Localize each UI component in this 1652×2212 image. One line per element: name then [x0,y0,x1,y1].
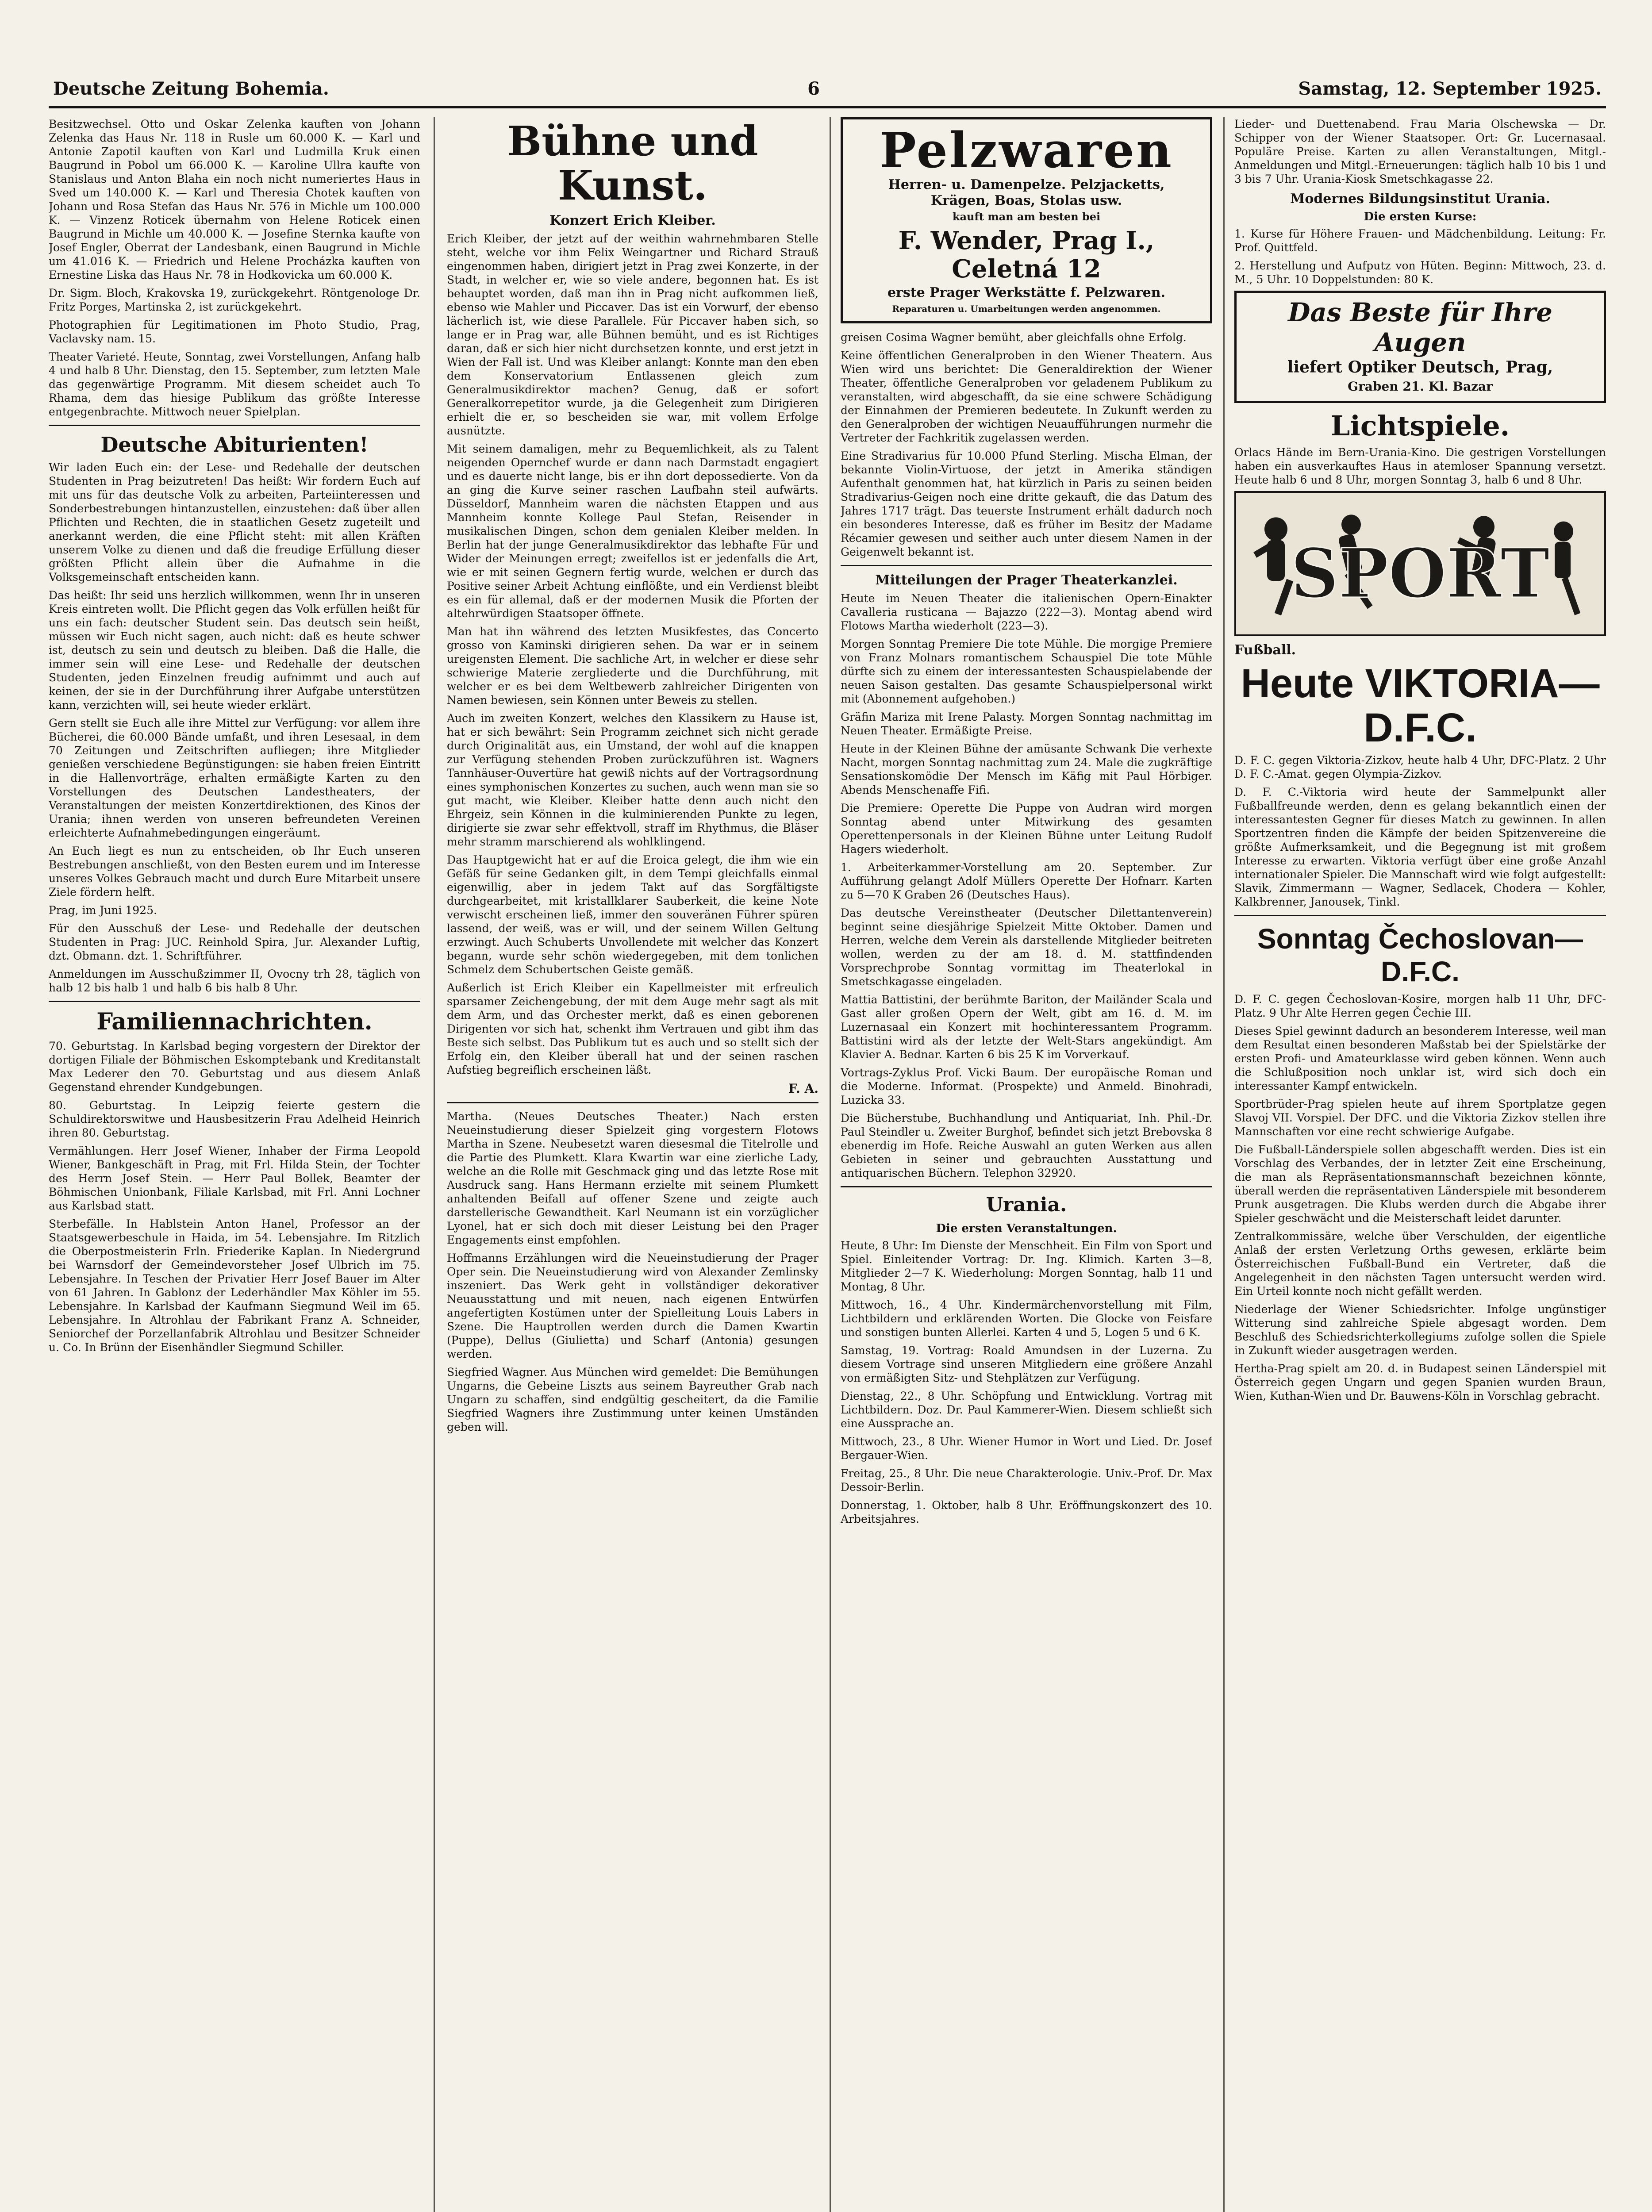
urania-event-3: Samstag, 19. Vortrag: Roald Amundsen in der Luzerna. Zu diesem Vortrage sind unseren Mitgliedern eine größere Anzahl von ermäßigten Sitz- und Stehplätzen zur Verfügung. [841,1344,1212,1384]
subheading-konzert-kleiber: Konzert Erich Kleiber. [549,213,716,228]
section-rule [447,1102,818,1103]
section-rule [49,1001,420,1002]
urania-event-4: Dienstag, 22., 8 Uhr. Schöpfung und Entwicklung. Vortrag mit Lichtbildern. Doz. Dr. Paul Kammerer-Wien. Diesem schließt sich eine Aussprache an. [841,1390,1212,1430]
review-signature: F. A. [788,1081,818,1096]
heading-abiturienten: Deutsche Abiturienten! [100,433,369,457]
urania-event-7: Donnerstag, 1. Oktober, halb 8 Uhr. Eröffnungskonzert des 10. Arbeitsjahres. [841,1499,1212,1525]
article-abiturienten-date: Prag, im Juni 1925. [49,904,157,917]
paper-name: Deutsche Zeitung Bohemia. [53,78,329,99]
advert-pelzwaren [841,117,1212,323]
notice-generalproben: Keine öffentlichen Generalproben in den Wiener Theatern. Aus Wien wird uns berichtet: Die Generaldirektion der Wiener Theater, öffentliche Generalproben vor geladenem Publikum zu veranstalten, wird abgeschafft, da sie eine schwere Schädigung der Einnahmen der Premieren bedeutete. In Zukunft werden zu den Generalproben der wichtigen Neuaufführungen nurmehr die Vertreter der Fachkritik zugelassen werden. [841,349,1212,444]
theater-note-2: Morgen Sonntag Premiere Die tote Mühle. Die morgige Premiere von Franz Molnars romantischem Schauspiel Die tote Mühle dürfte sich zu einem der interessantesten Schauspielabende der neuen Saison gestalten. Das gesamte Schauspielpersonal wirkt mit (Abonnement aufgehoben.) [841,637,1212,705]
theater-note-9: Vortrags-Zyklus Prof. Vicki Baum. Der europäische Roman und die Moderne. Informat. (Prospekte) und Anmeld. Binohradi, Luzicka 33. [841,1066,1212,1106]
article-abiturienten-p1: Wir laden Euch ein: der Lese- und Redehalle der deutschen Studenten in Prag beizutreten! Das heißt: Wir fordern Euch auf mit uns für das deutsche Volk zu arbeiten, Parteiinteressen und Sonderbestrebungen hintanzustellen, einzustehen: daß über allen Pflichten und Rechten, die in staatlichen Gesetz zugeteilt und anerkannt werden, die eine Pflicht steht: mit allen Kräften unserem Volke zu dienen und daß die freudige Erfüllung dieser größten Pflicht allein über die Aufnahme in die Volksgemeinschaft entscheiden kann. [49,461,420,584]
article-abiturienten-p3: Gern stellt sie Euch alle ihre Mittel zur Verfügung: vor allem ihre Bücherei, die 60.000 Bände umfaßt, und ihren Lesesaal, in dem 70 Zeitungen und Zeitschriften aufliegen; ihre Mitglieder genießen verschiedene Begünstigungen: sie haben freien Eintritt in die Hallenvorträge, erhalten ermäßigte Karten zu den Vorstellungen des Deutschen Landestheaters, der Veranstaltungen der meisten Konzertdirektionen, des Kinos der Urania; ihnen werden von unseren befreundeten Vereinen erleichterte Aufnahmebedingungen eingeräumt. [49,717,420,839]
sport-note-4: Niederlage der Wiener Schiedsrichter. Infolge ungünstiger Witterung sind zahlreiche Spiele abgesagt worden. Dem Beschluß des Schiedsrichterkollegiums zufolge sollen die Spiele in Zukunft wieder ausgetragen werden. [1234,1303,1606,1357]
heading-lichtspiele: Lichtspiele. [1330,410,1510,442]
sport-match-2: D. F. C. gegen Čechoslovan-Kosire, morgen halb 11 Uhr, DFC-Platz. 9 Uhr Alte Herren gegen Čechie III. [1234,993,1606,1019]
theater-note-1: Heute im Neuen Theater die italienischen Opern-Einakter Cavalleria rusticana — Bajazzo (222—3). Montag abend wird Flotows Martha wiederholt (223—3). [841,592,1212,632]
advert-optiker-line: liefert Optiker Deutsch, Prag, [1287,358,1553,376]
review-kleiber-p3: Man hat ihn während des letzten Musikfestes, das Concerto grosso von Kaminski dirigieren sehen. Da war er in seinem ureigensten Element. Die sachliche Art, in welcher er diese sehr schwierige Materie zergliederte und die Durchführung, mit welcher er es bei dem Weltbewerb zahlreicher Dirigenten von Namen bewiesen, sein Können unter Beweis zu stellen. [447,625,818,707]
section-rule [1234,915,1606,916]
sport-note-2: Die Fußball-Länderspiele sollen abgeschafft werden. Dies ist ein Vorschlag des Verbandes, der in letzter Zeit eine Erscheinung, die man als Repräsentationsmannschaft bezeichnen könnte, überall werden die repräsentativen Länderspiele mit besonderem Prunk ausgetragen. Die Klubs werden durch die Abgabe ihrer Spieler geschwächt und die Meisterschaft leidet darunter. [1234,1143,1606,1225]
heading-bildungsinstitut: Modernes Bildungsinstitut Urania. [1290,191,1550,207]
heading-urania: Urania. [986,1194,1067,1216]
article-abiturienten-p4: An Euch liegt es nun zu entscheiden, ob Ihr Euch unseren Bestrebungen anschließt, von den Besten eurem und im Interesse unseres Volkes Gebrauch macht und durch Eure Mitarbeit unsere Ziele fördern helft. [49,845,420,899]
notice-besitzwechsel: Besitzwechsel. Otto und Oskar Zelenka kauften von Johann Zelenka das Haus Nr. 118 in Rusle um 60.000 K. — Karl und Antonie Zapotil kauften von Karl und Ludmilla Kruk einen Baugrund in Pobol um 66.000 K. — Karoline Ullra kaufte von Stanislaus und Anton Blaha ein noch nicht numeriertes Haus in Sved um 140.000 K. — Karl und Theresia Chotek kauften von Johann und Rosa Stefan das Haus Nr. 576 in Michle um 100.000 K. — Vinzenz Roticek übernahm von Helene Roticek einen Baugrund in Michle um 40.000 K. — Josefine Sternka kaufte von Josef Engler, Oberrat der Landesbank, einen Baugrund in Michle um 41.016 K. — Friedrich und Helene Procházka kauften von Ernestine Liska das Haus Nr. 78 in Hodkovicka um 60.000 K. [49,118,420,281]
column-rule [830,117,831,2212]
course-1: 1. Kurse für Höhere Frauen- und Mädchenbildung. Leitung: Fr. Prof. Quittfeld. [1234,227,1606,254]
notice-photo: Photographien für Legitimationen im Photo Studio, Prag, Vaclavsky nam. 15. [49,319,420,345]
column-1 [49,117,420,2212]
column-2 [447,117,818,2212]
notice-buecherstube: Die Bücherstube, Buchhandlung und Antiquariat, Inh. Phil.-Dr. Paul Steindler u. Zweiter Burghof, befindet sich jetzt Brebovska 8 ebenerdig im Hofe. Reiche Auswahl an guten Werken aus allen Gebieten in seiner und gebrauchten Ausstattung und antiquarischen Büchern. Telephon 32920. [841,1112,1212,1179]
review-kleiber-p5: Das Hauptgewicht hat er auf die Eroica gelegt, die ihm wie ein Gefäß für seine Gedanken gilt, in dem Tempi gleichfalls einmal eigenwillig, aber in jedem Takt auf das Sorgfältigste durchgearbeitet, mit kristallklarer Sauberkeit, die keine Note verwischt erscheinen ließ, immer den souveränen Führer spüren lassend, der weiß, was er will, und der seinem Willen Geltung erzwingt. Auch Schuberts Unvollendete mit welcher das Konzert begann, wurde sehr schön wiedergegeben, mit dem tonlichen Schmelz dem Schubertschen Geiste gemäß. [447,853,818,976]
theater-note-4: Heute in der Kleinen Bühne der amüsante Schwank Die verhexte Nacht, morgen Sonntag nachmittag zum 24. Male die zugkräftige Sensationskomödie Der Mensch im Käfig mit Paul Hörbiger. Abends Menschenaffe Fifi. [841,742,1212,796]
urania-event-2: Mittwoch, 16., 4 Uhr. Kindermärchenvorstellung mit Film, Lichtbildern und erklärenden Worten. Die Glocke von Feisfare und sonstigen bunten Allerlei. Karten 4 und 5, Logen 5 und 6 K. [841,1298,1212,1339]
advert-line: kauft man am besten bei [952,210,1101,223]
sport-note-3: Zentralkommissäre, welche über Verschulden, der eigentliche Anlaß der ersten Verletzung Orths gewesen, erklärte beim Österreichischen Fußball-Bund ein Vertreter, daß die Angelegenheit in den nächsten Tagen untersucht werden wird. Ein Urteil konnte noch nicht gefällt werden. [1234,1230,1606,1298]
advert-optiker [1234,291,1606,403]
advert-optiker-line: Graben 21. Kl. Bazar [1348,379,1493,394]
notice-cosima: greisen Cosima Wagner bemüht, aber gleichfalls ohne Erfolg. [841,331,1187,344]
urania-continued: Lieder- und Duettenabend. Frau Maria Olschewska — Dr. Schipper von der Wiener Staatsoper. Ort: Gr. Lucernasaal. Populäre Preise. Karten zu allen Veranstaltungen, Mitgl.-Anmeldungen und Mitgl.-Erneuerungen: täglich halb 10 bis 1 und 3 bis 7 Uhr. Urania-Kiosk Smetschkagasse 22. [1234,118,1606,185]
advert-pelzwaren-title: Pelzwaren [880,122,1173,179]
subheading-kurse: Die ersten Kurse: [1364,210,1477,223]
section-rule [49,425,420,426]
family-weddings: Vermählungen. Herr Josef Wiener, Inhaber der Firma Leopold Wiener, Bankgeschäft in Prag, mit Frl. Hilda Stein, der Tochter des Herrn Josef Stein. — Herr Paul Bollek, Beamter der Böhmischen Unionbank, Filiale Karlsbad, mit Frl. Anni Lochner aus Karlsbad statt. [49,1144,420,1212]
theater-note-8: Mattia Battistini, der berühmte Bariton, der Mailänder Scala und Gast aller großen Opern der Welt, gibt am 16. d. M. im Luzernasaal ein Konzert mit hochinteressantem Programm. Battistini wird als der letzte der Welt-Stars angekündigt. Am Klavier A. Bednar. Karten 6 bis 25 K im Vorverkauf. [841,993,1212,1061]
theater-note-3: Gräfin Mariza mit Irene Palasty. Morgen Sonntag nachmittag im Neuen Theater. Ermäßigte Preise. [841,710,1212,737]
family-birthday-80: 80. Geburtstag. In Leipzig feierte gestern die Schuldirektorswitwe und Hausbesitzerin Frau Adelheid Heinrich ihren 80. Geburtstag. [49,1099,420,1139]
column-4 [1234,117,1606,2212]
review-kleiber-p2: Mit seinem damaligen, mehr zu Bequemlichkeit, als zu Talent neigenden Opernchef wurde er dann nach Darmstadt engagiert und es dauerte nicht lange, bis er ihn dort depossedierte. Von da an ging die Kurve seiner raschen Laufbahn steil aufwärts. Düsseldorf, Mannheim waren die nächsten Etappen und aus Mannheim konnte Kollege Paul Stefan, Reisender in musikalischen Dingen, schon dem genialen Kleiber melden. In Berlin hat der junge Generalmusikdirektor das lebhafte Für und Wider der Meinungen erregt; zweifellos ist er jedenfalls die Art, wie er mit seinen Gegnern fertig wurde, welchen er durch das Positive seiner Arbeit Achtung einflößte, und ein Verdienst bleibt es ein für allemal, daß er der modernen Musik die Pforten der altehrwürdigen Staatsoper öffnete. [447,442,818,620]
issue-date: Samstag, 12. September 1925. [1298,78,1602,99]
section-rule [841,565,1212,566]
advert-line: Krägen, Boas, Stolas usw. [930,193,1122,208]
heading-buehne-und-kunst: Bühne und Kunst. [507,117,758,209]
column-rule [1223,117,1225,2212]
theater-note-5: Die Premiere: Operette Die Puppe von Audran wird morgen Sonntag abend unter Mitwirkung des gesamten Operettenpersonals in der Kleinen Bühne unter Leitung Rudolf Hagers wiederholt. [841,802,1212,856]
advert-line: Herren- u. Damenpelze. Pelzjacketts, [888,177,1165,192]
heading-familiennachrichten: Familiennachrichten. [96,1008,373,1035]
advert-line: erste Prager Werkstätte f. Pelzwaren. [887,285,1166,300]
sport-banner [1234,491,1606,636]
section-rule [841,1186,1212,1187]
theater-note-7: Das deutsche Vereinstheater (Deutscher Dilettantenverein) beginnt seine diesjährige Spielzeit Mitte Oktober. Damen und Herren, welche dem Verein als darstellende Mitglieder beitreten wollen, werden zu der am 18. d. M. stattfindenden Vorsprechprobe Sonntag vormittag im Theaterlokal in Smetschkagasse eingeladen. [841,906,1212,988]
advert-line: Reparaturen u. Umarbeitungen werden angenommen. [892,303,1161,314]
headline-heute-viktoria: Heute VIKTORIA—D.F.C. [1241,661,1600,750]
review-martha: Martha. (Neues Deutsches Theater.) Nach ersten Neueinstudierung dieser Spielzeit ging vorgestern Flotows Martha in Szene. Neubesetzt waren diesesmal die Titelrolle und die Partie des Plumkett. Klara Kwartin war eine zierliche Lady, welche an die Rolle mit Geschmack ging und das letzte Rose mit Ausdruck sang. Hans Hermann erzielte mit seinem Plumkett anhaltenden Beifall auf offener Szene und zeigte auch darstellerische Gewandtheit. Karl Neumann ist ein vorzüglicher Lyonel, hat er sich doch mit dieser Leistung bei den Prager Engagements einst empfohlen. [447,1110,818,1246]
urania-event-6: Freitag, 25., 8 Uhr. Die neue Charakterologie. Univ.-Prof. Dr. Max Dessoir-Berlin. [841,1467,1212,1494]
article-abiturienten-p2: Das heißt: Ihr seid uns herzlich willkommen, wenn Ihr in unseren Kreis eintreten wollt. Die Pflicht gegen das Volk erfüllen heißt für uns ein fach: deutscher Student sein. Das deutsch sein heißt, müssen wir Euch nicht sagen, auch nicht: daß es heute schwer ist, deutsch zu sein und deutsch zu bleiben. Daß die Halle, die immer sein will eine Lese- und Redehalle der deutschen Studenten, jeden Einzelnen freudig aufnimmt und auch auf keinen, der sie in der Durchführung ihrer Aufgabe unterstützen kann, verzichten will, sei heute wieder erklärt. [49,589,420,711]
review-kleiber-p1: Erich Kleiber, der jetzt auf der weithin wahrnehmbaren Stelle steht, welche vor ihm Felix Weingartner und Richard Strauß eingenommen haben, dirigiert jetzt in Prag zwei Konzerte, in der Stadt, in welcher er, wie so viele andere, begonnen hat. Es ist behauptet worden, daß man ihn in Prag nicht aufkommen ließ, ebenso wie Mahler und Piccaver. Das ist ein Vorwurf, der ebenso lächerlich ist, wie diese Parallele. Für Piccaver haben sich, so lange er in Prag war, alle Bühnen bemüht, und es ist Richtiges daran, daß er sich hier nicht durchsetzen konnte, und erst jetzt in Wien der Fall ist. Und was Kleiber anlangt: Konnte man den eben dem Konservatorium Entlassenen gleich zum Generalmusikdirektor machen? Genug, daß er sofort Generalkorrepetitor wurde, ja die Gelegenheit zum Dirigieren erhielt die er, so bescheiden sie war, mit vollem Erfolge ausnützte. [447,232,818,437]
header-rule [49,106,1606,108]
sport-match-1: D. F. C. gegen Viktoria-Zizkov, heute halb 4 Uhr, DFC-Platz. 2 Uhr D. F. C.-Amat. gegen Olympia-Zizkov. [1234,754,1606,780]
column-3 [841,117,1212,2212]
sport-match-2-report: Dieses Spiel gewinnt dadurch an besonderem Interesse, weil man dem Resultat einen besonderen Maßstab bei der Spielstärke der ersten Profi- und Amateurklasse wird geben können. Wenn auch die Schlußposition noch unklar ist, wird sich doch ein interessanter Kampf entwickeln. [1234,1025,1606,1092]
headline-sonntag-cechoslovan: Sonntag Čechoslovan—D.F.C. [1257,923,1583,987]
sport-match-1-report: D. F. C.-Viktoria wird heute der Sammelpunkt aller Fußballfreunde werden, denn es gelang bekanntlich einen der interessantesten Gegner für dieses Match zu gewinnen. In allen Sportzentren finden die Kämpfe der beiden Spitzenvereine die größte Aufmerksamkeit, und die Begegnung ist mit großem Interesse zu erwarten. Viktoria verfügt über eine große Anzahl internationaler Spieler. Die Mannschaft wird wie folgt aufgestellt: Slavik, Zimmermann — Wagner, Sedlacek, Chodera — Kohler, Kalkbrenner, Janousek, Tinkl. [1234,786,1606,908]
notice-stradivarius: Eine Stradivarius für 10.000 Pfund Sterling. Mischa Elman, der bekannte Violin-Virtuose, der jetzt in Amerika ständigen Aufenthalt genommen hat, hat kürzlich in Paris zu seinen beiden Stradivarius-Geigen noch eine dritte gekauft, die das Datum des Jahres 1717 trägt. Das teuerste Instrument erhält dadurch noch ein besonderes Interesse, daß es früher im Besitz der Madame Récamier gewesen und seither auch unter diesem Namen in der Geigenwelt bekannt ist. [841,449,1212,558]
article-abiturienten-note: Anmeldungen im Ausschußzimmer II, Ovocny trh 28, täglich von halb 12 bis halb 1 und halb 6 bis halb 8 Uhr. [49,968,420,994]
course-2: 2. Herstellung und Aufputz von Hüten. Beginn: Mittwoch, 23. d. M., 5 Uhr. 10 Doppelstunden: 80 K. [1234,259,1606,286]
page-number: 6 [807,78,820,99]
review-kleiber-p6: Außerlich ist Erich Kleiber ein Kapellmeister mit erfreulich sparsamer Zeichengebung, der mit dem Auge mehr sagt als mit dem Arm, und das Orchester merkt, daß es einen geborenen Dirigenten vor sich hat, schenkt ihm Vertrauen und gibt ihm das Beste sich selbst. Das Publikum tut es auch und so stellt sich der Erfolg ein, den Kleiber überall hat und der seinen raschen Aufstieg begreiflich erscheinen läßt. [447,981,818,1076]
urania-event-1: Heute, 8 Uhr: Im Dienste der Menschheit. Ein Film von Sport und Spiel. Einleitender Vortrag: Dr. Ing. Klimich. Karten 3—8, Mitglieder 2—7 K. Wiederholung: Morgen Sonntag, halb 11 und Montag, 8 Uhr. [841,1239,1212,1293]
sport-note-5: Hertha-Prag spielt am 20. d. in Budapest seinen Länderspiel mit Österreich gegen Ungarn und gegen Spanien wurden Braun, Wien, Kuthan-Wien und Dr. Bauwens-Köln in Vorschlag gebracht. [1234,1362,1606,1402]
heading-theaterkanzlei: Mitteilungen der Prager Theaterkanzlei. [875,572,1178,588]
subheading-urania: Die ersten Veranstaltungen. [936,1222,1117,1235]
notice-doctors: Dr. Sigm. Bloch, Krakovska 19, zurückgekehrt. Röntgenologe Dr. Fritz Porges, Martinska 2, ist zurückgekehrt. [49,287,420,313]
sport-banner-art [1236,493,1604,634]
article-abiturienten-sig: Für den Ausschuß der Lese- und Redehalle der deutschen Studenten in Prag: JUC. Reinhold Spira, Jur. Alexander Luftig, dzt. Obmann. dzt. 1. Schriftführer. [49,922,420,962]
advert-optiker-head: Das Beste für Ihre Augen [1288,297,1552,357]
notice-hoffmann: Hoffmanns Erzählungen wird die Neueinstudierung der Prager Oper sein. Die Neueinstudierung wird von Alexander Zemlinsky inszeniert. Das Werk geht in vollständiger dekorativer Neuausstattung und mit neuen, nach eigenen Entwürfen angefertigten Kostümen unter der Spielleitung Louis Labers in Szene. Die Hauptrollen werden durch die Damen Kwartin (Puppe), Dellus (Giulietta) und Scharf (Antonia) gesungen werden. [447,1252,818,1360]
urania-event-5: Mittwoch, 23., 8 Uhr. Wiener Humor in Wort und Lied. Dr. Josef Bergauer-Wien. [841,1435,1212,1462]
notice-variete: Theater Varieté. Heute, Sonntag, zwei Vorstellungen, Anfang halb 4 und halb 8 Uhr. Dienstag, den 15. September, zum letzten Male das gegenwärtige Programm. Mit diesem scheidet auch To Rhama, dem das hiesige Publikum das größte Interesse entgegenbrachte. Mittwoch neuer Spielplan. [49,350,420,418]
sport-banner-word: SPORT [1291,533,1550,614]
sport-note-1: Sportbrüder-Prag spielen heute auf ihrem Sportplatze gegen Slavoj VII. Vorspiel. Der DFC. und die Viktoria Zizkov stellen ihre Mannschaften vor eine recht schwierige Aufgabe. [1234,1098,1606,1138]
heading-fussball: Fußball. [1234,642,1296,658]
column-rule [434,117,435,2212]
family-birthday-70: 70. Geburtstag. In Karlsbad beging vorgestern der Direktor der dortigen Filiale der Böhmischen Eskomptebank und Kreditanstalt Max Lederer den 70. Geburtstag und aus diesem Anlaß Gegenstand ehrender Kundgebungen. [49,1040,420,1094]
family-deaths: Sterbefälle. In Hablstein Anton Hanel, Professor an der Staatsgewerbeschule in Haida, im 54. Lebensjahre. Im Ritzlich die Oberpostmeisterin Frln. Friederike Kaplan. In Niedergrund bei Warnsdorf der Gemeindevorsteher Josef Ulbrich im 75. Lebensjahre. In Teschen der Privatier Herr Josef Bauer im Alter von 61 Jahren. In Gablonz der Lederhändler Max Köhler im 55. Lebensjahre. In Karlsbad der Kaufmann Siegmund Weil im 65. Lebensjahre. In Altrohlau der Fabrikant Franz A. Schneider, Seniorchef der Porzellanfabrik Altrohlau und Besitzer Schneider u. Co. In Brünn der Eisenhändler Siegmund Schiller. [49,1217,420,1354]
masthead-line [53,75,1602,102]
review-kleiber-p4: Auch im zweiten Konzert, welches den Klassikern zu Hause ist, hat er sich bewährt: Sein Programm zeichnet sich nicht gerade durch Originalität aus, ein Umstand, der wohl auf die knappen zur Verfügung stehenden Proben zurückzuführen ist. Wagners Tannhäuser-Ouvertüre hat gewiß nichts auf der Vortragsordnung eines symphonischen Konzertes zu suchen, auch wenn man sie so gut macht, wie Kleiber. Kleiber hatte denn auch nicht den Ehrgeiz, sein Können in die kulminierenden Punkte zu legen, dirigierte sie zwar sehr effektvoll, straff im Rhythmus, die Bläser mehr stramm marschierend als wohlklingend. [447,712,818,848]
advert-wender: F. Wender, Prag I., Celetná 12 [898,226,1155,284]
cinema-notice: Orlacs Hände im Bern-Urania-Kino. Die gestrigen Vorstellungen haben ein ausverkauftes Haus in atemloser Spannung versetzt. Heute halb 6 und 8 Uhr, morgen Sonntag 3, halb 6 und 8 Uhr. [1234,446,1606,486]
theater-note-6: 1. Arbeiterkammer-Vorstellung am 20. September. Zur Aufführung gelangt Adolf Müllers Operette Der Hofnarr. Karten zu 5—70 K Graben 26 (Deutsches Haus). [841,861,1212,901]
notice-siegfried-wagner: Siegfried Wagner. Aus München wird gemeldet: Die Bemühungen Ungarns, die Gebeine Liszts aus seinem Bayreuther Grab nach Ungarn zu schaffen, sind endgültig gescheitert, da die Familie Siegfried Wagners ihre Zustimmung unter keinen Umständen geben will. [447,1366,818,1433]
